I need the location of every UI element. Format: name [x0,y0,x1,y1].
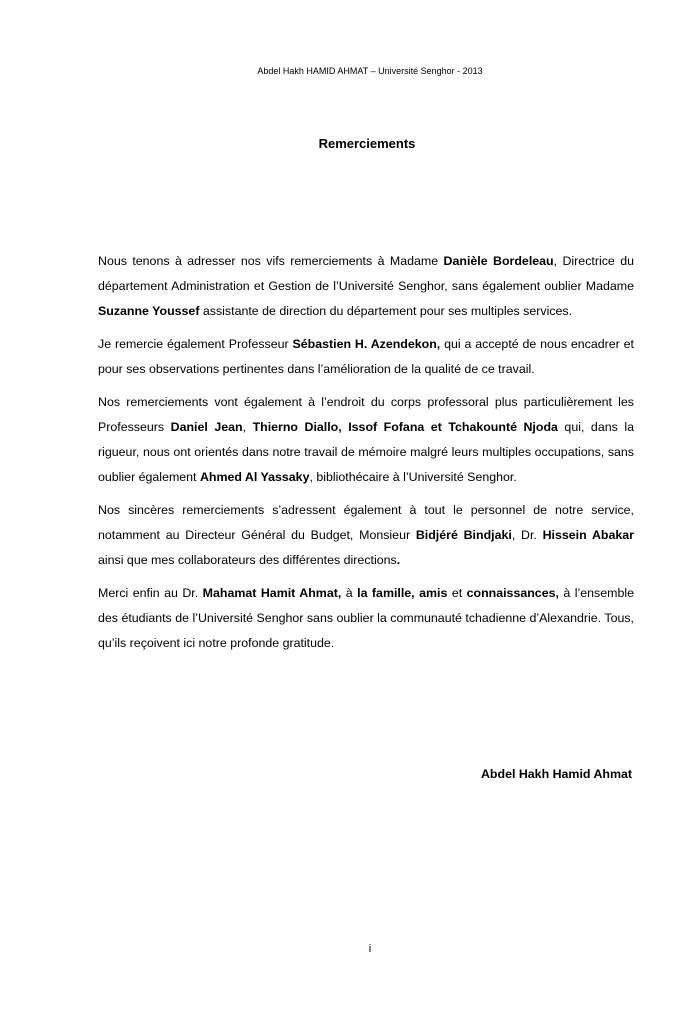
text-run: , Directrice du département Administration et Gestion de l’Université Senghor, sans également oublier Madame [98,254,634,293]
running-header: Abdel Hakh HAMID AHMAT – Université Senghor - 2013 [257,66,483,76]
text-run: qui a accepté de nous encadrer et pour ses observations pertinentes dans l’amélioration de la qualité de ce travail. [98,337,634,376]
person-name: Ahmed Al Yassaky [199,470,310,484]
paragraph [98,332,634,382]
text-run: à [341,586,358,600]
paragraph [98,390,634,490]
text-run: Merci enfin au Dr. [98,586,203,600]
text-run-bold: connaissances, [466,586,559,600]
person-name: Thierno Diallo, Issof Fofana et Tchakounté Njoda [252,420,558,434]
text-run: qui, dans la rigueur, nous ont orientés dans notre travail de mémoire malgré leurs multiples occupations, sans oublier également [98,420,634,484]
person-name: Bidjéré Bindjaki [415,528,512,542]
person-name: Hissein Abakar [542,528,634,542]
text-run: Je remercie également Professeur [98,337,293,351]
text-run-bold: . [396,553,401,567]
page-title: Remerciements [318,136,416,151]
paragraph [98,249,634,324]
text-run: Nos sincères remerciements s’adressent également à tout le personnel de notre service, notamment au Directeur Général du Budget, Monsieur [98,503,634,542]
signature: Abdel Hakh Hamid Ahmat [480,767,632,781]
person-name: Suzanne Youssef [98,304,200,318]
text-run: Nous tenons à adresser nos vifs remerciements à Madame [98,254,444,268]
text-run: à l’ensemble des étudiants de l’Université Senghor sans oublier la communauté tchadienne d’Alexandrie. Tous, qu’ils reçoivent ici notre profonde gratitude. [98,586,634,650]
page-number: i [368,943,372,955]
paragraph [98,498,634,573]
text-run: , bibliothécaire à l’Université Senghor. [309,470,517,484]
text-run-bold: la famille, amis [357,586,448,600]
text-run: , Dr. [511,528,543,542]
text-run: assistante de direction du département pour ses multiples services. [199,304,573,318]
person-name: Mahamat Hamit Ahmat, [202,586,342,600]
person-name: Sébastien H. Azendekon, [292,337,441,351]
person-name: Danièle Bordeleau [443,254,554,268]
text-run: ainsi que mes collaborateurs des différentes directions [98,553,397,567]
paragraph [98,581,634,656]
text-run: et [447,586,467,600]
person-name: Daniel Jean [170,420,243,434]
text-run: , [242,420,253,434]
text-run: Nos remerciements vont également à l’endroit du corps professoral plus particulièrement les Professeurs [98,395,634,434]
acknowledgements-body [98,249,634,664]
